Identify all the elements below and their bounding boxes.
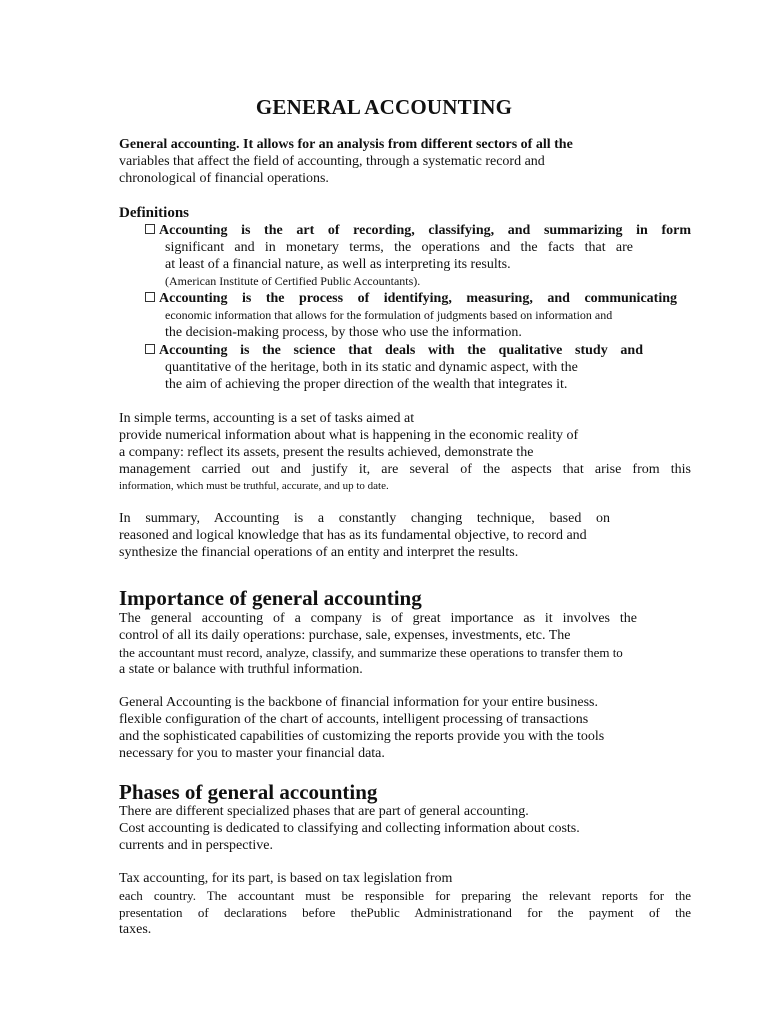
paragraph-line: information, which must be truthful, accurate, and up to date. [119, 480, 389, 492]
paragraph-line: taxes. [119, 922, 152, 937]
summary-paragraph [119, 510, 691, 561]
paragraph-line: reasoned and logical knowledge that has as its fundamental objective, to record and [119, 528, 587, 543]
paragraph-line: General Accounting is the backbone of financial information for your entire business. [119, 695, 598, 710]
importance-paragraph-2 [119, 694, 691, 762]
paragraph-line: presentation of declarations before thePublic Administrationand for the payment of the [119, 905, 691, 920]
checkbox-bullet-icon [145, 224, 155, 234]
definitions-section [119, 204, 691, 221]
paragraph-line: control of all its daily operations: purchase, sale, expenses, investments, etc. The [119, 628, 571, 643]
phases-paragraph-2 [119, 870, 691, 938]
definition-line: significant and in monetary terms, the operations and the facts that are [165, 240, 633, 255]
definition-item [145, 342, 643, 393]
paragraph-line: The general accounting of a company is of great importance as it involves the [119, 611, 637, 626]
paragraph-line: Tax accounting, for its part, is based on tax legislation from [119, 871, 453, 886]
paragraph-line: currents and in perspective. [119, 838, 273, 853]
importance-heading: Importance of general accounting [119, 586, 422, 610]
checkbox-bullet-icon [145, 344, 155, 354]
intro-line: General accounting. It allows for an analysis from different sectors of all the [119, 137, 573, 152]
definition-line: economic information that allows for the formulation of judgments based on information and [165, 308, 613, 322]
paragraph-line: In simple terms, accounting is a set of tasks aimed at [119, 411, 415, 426]
definitions-heading: Definitions [119, 205, 190, 221]
intro-line: variables that affect the field of accounting, through a systematic record and [119, 154, 545, 169]
simple-terms-paragraph [119, 410, 691, 495]
definition-line: Accounting is the process of identifying, measuring, and communicating [159, 291, 677, 306]
paragraph-line: flexible configuration of the chart of accounts, intelligent processing of transactions [119, 712, 589, 727]
definition-item [145, 222, 691, 290]
paragraph-line: the accountant must record, analyze, classify, and summarize these operations to transfer them to [119, 645, 623, 660]
importance-paragraph-1 [119, 610, 691, 678]
paragraph-line: Cost accounting is dedicated to classifying and collecting information about costs. [119, 821, 580, 836]
paragraph-line: each country. The accountant must be responsible for preparing the relevant reports for the [119, 888, 691, 903]
paragraph-line: a state or balance with truthful information. [119, 662, 363, 677]
definition-item [145, 290, 677, 341]
paragraph-line: necessary for you to master your financial data. [119, 746, 385, 761]
definition-line: Accounting is the science that deals with the qualitative study and [159, 343, 643, 358]
paragraph-line: and the sophisticated capabilities of customizing the reports provide you with the tools [119, 729, 605, 744]
definition-line: quantitative of the heritage, both in its static and dynamic aspect, with the [165, 360, 578, 375]
definition-line: the decision-making process, by those who use the information. [165, 325, 522, 340]
paragraph-line: provide numerical information about what is happening in the economic reality of [119, 428, 579, 443]
intro-line: chronological of financial operations. [119, 171, 329, 186]
paragraph-line: There are different specialized phases that are part of general accounting. [119, 804, 529, 819]
phases-heading: Phases of general accounting [119, 780, 378, 804]
paragraph-line: In summary, Accounting is a constantly changing technique, based on [119, 511, 610, 526]
definition-line: Accounting is the art of recording, classifying, and summarizing in form [159, 223, 691, 238]
paragraph-line: management carried out and justify it, are several of the aspects that arise from this [119, 462, 691, 477]
checkbox-bullet-icon [145, 292, 155, 302]
intro-paragraph [119, 136, 691, 187]
definition-citation: (American Institute of Certified Public Accountants). [165, 274, 421, 288]
document-title: GENERAL ACCOUNTING [255, 95, 513, 119]
paragraph-line: a company: reflect its assets, present the results achieved, demonstrate the [119, 445, 534, 460]
definition-line: at least of a financial nature, as well as interpreting its results. [165, 257, 511, 272]
phases-paragraph-1 [119, 803, 691, 854]
definition-line: the aim of achieving the proper direction of the wealth that integrates it. [165, 377, 568, 392]
paragraph-line: synthesize the financial operations of an entity and interpret the results. [119, 545, 519, 560]
